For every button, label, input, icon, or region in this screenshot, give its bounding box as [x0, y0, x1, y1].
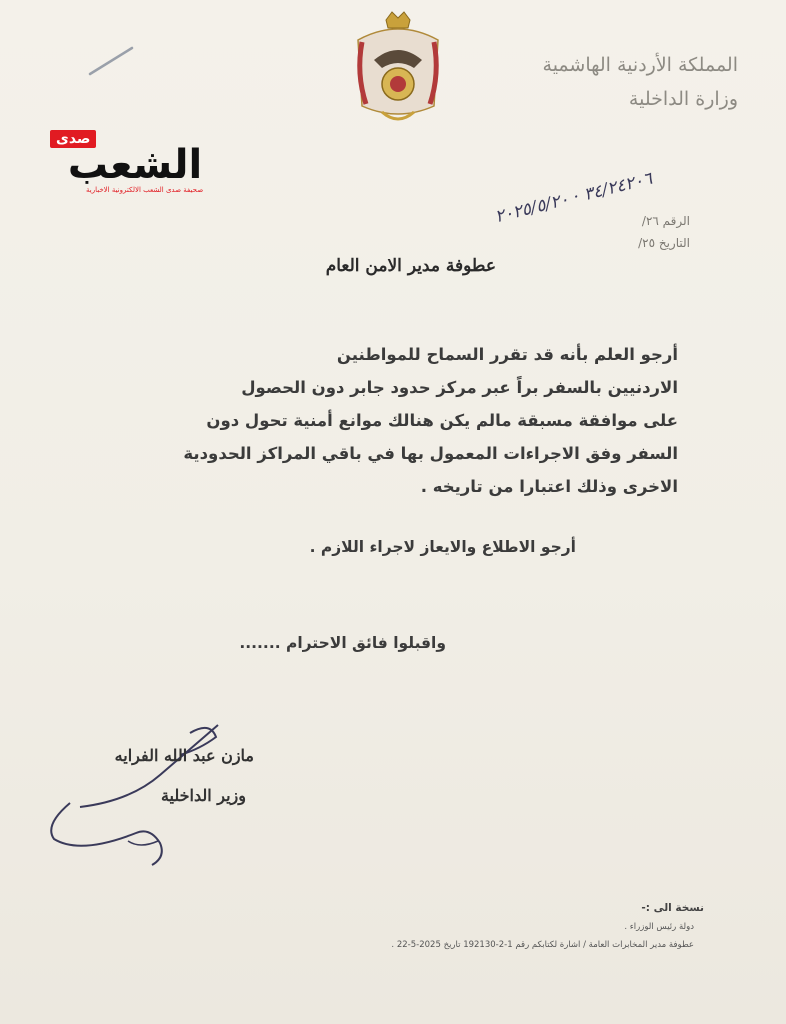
handwritten-reference: ٣٤/٢٤٢٠٦ · ٢٠٢٥/٥/٢٠ — [492, 168, 655, 228]
news-watermark-logo — [46, 130, 228, 202]
copies-label: نسخة الى :- — [641, 902, 704, 914]
reference-number: الرقم ٢٦/ — [641, 214, 690, 228]
closing-line: واقبلوا فائق الاحترام ....... — [239, 634, 446, 652]
body-line: السفر وفق الاجراءات المعمول بها في باقي المراكز الحدودية — [183, 444, 678, 463]
addressee-line: عطوفة مدير الامن العام — [325, 256, 496, 276]
ministry-name: وزارة الداخلية — [628, 88, 738, 110]
body-line: الاخرى وذلك اعتبارا من تاريخه . — [420, 477, 678, 496]
copy-recipient: دولة رئيس الوزراء . — [624, 922, 694, 932]
letter-body — [88, 338, 678, 503]
reference-date: التاريخ ٢٥/ — [638, 236, 690, 250]
pen-stroke-mark — [88, 44, 136, 78]
kingdom-name: المملكة الأردنية الهاشمية — [542, 54, 738, 76]
request-line: أرجو الاطلاع والايعاز لاجراء اللازم . — [309, 538, 576, 556]
body-line: أرجو العلم بأنه قد تقرر السماح للمواطنين — [336, 345, 678, 364]
logo-tagline: صحيفة صدى الشعب الالكترونية الاخبارية — [86, 186, 204, 194]
logo-main-word: الشعب — [67, 142, 203, 188]
body-line: الاردنيين بالسفر براً عبر مركز حدود جابر دون الحصول — [241, 378, 678, 397]
coat-of-arms-emblem — [348, 10, 448, 128]
copy-recipient: عطوفة مدير المخابرات العامة / اشارة لكتابكم رقم 1-2-192130 تاريخ 2025-5-22 . — [391, 940, 694, 950]
body-line: على موافقة مسبقة مالم يكن هنالك موانع أمنية تحول دون — [206, 411, 678, 430]
signatory-name: مازن عبد الله الفرايه — [114, 746, 254, 765]
ministry-letterhead — [518, 48, 738, 116]
signatory-title: وزير الداخلية — [160, 786, 246, 805]
logo-top-word: صدى — [50, 130, 96, 148]
